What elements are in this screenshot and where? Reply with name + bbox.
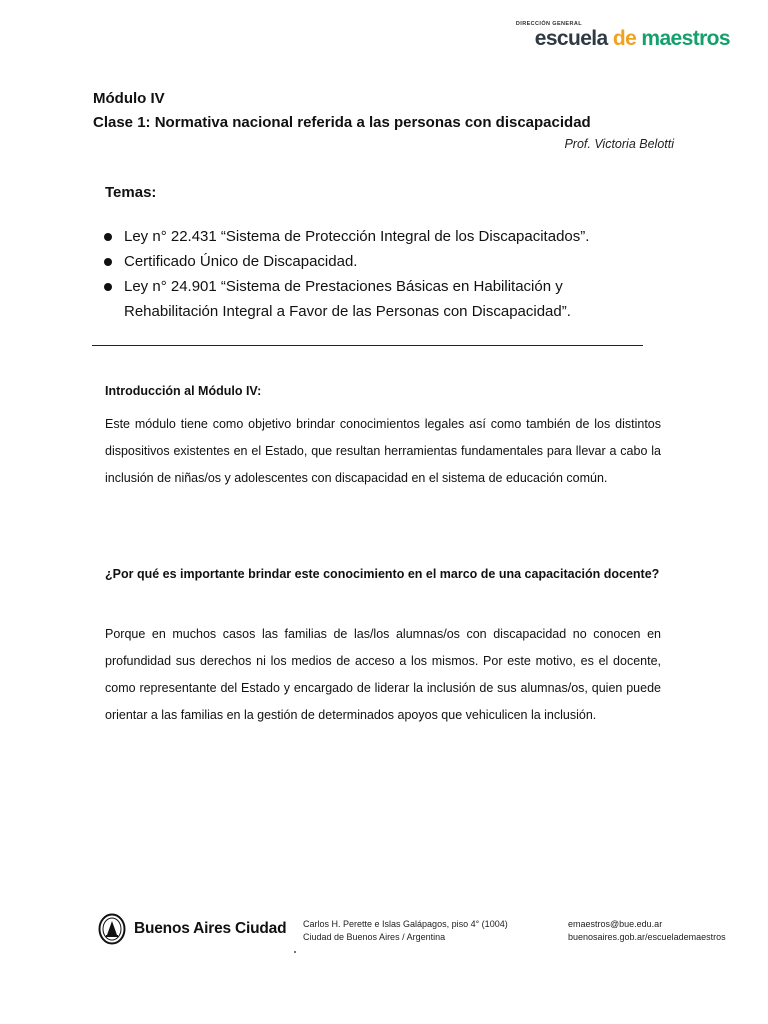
temas-item-text: Certificado Único de Discapacidad. [124,253,358,270]
logo-wordmark [535,27,730,50]
org-name: Buenos Aires Ciudad [134,920,287,937]
question-paragraph: Porque en muchos casos las familias de las/los alumnas/os con discapacidad no conocen en profundidad sus derechos ni los medios de acceso a los mismos. Por este motivo, es el docente, como representante del Estado y encargado de liderar la inclusión de sus alumnas/os, quien puede orientar a las familias en la gestión de determinados apoyos que vehiculicen la inclusión. [105,627,661,722]
footer-logo [98,913,286,945]
escuela-de-maestros-logo [516,22,730,49]
contact-website[interactable]: buenosaires.gob.ar/escuelademaestros [568,931,726,942]
bullet-icon [104,283,112,291]
logo-word-maestros: maestros [636,26,730,50]
footer-dot [294,951,296,953]
temas-item-text: Ley n° 22.431 “Sistema de Protección Integral de los Discapacitados”. [124,228,590,245]
footer-contact [568,918,726,943]
temas-item [100,249,660,274]
logo-word-escuela: escuela [534,26,608,50]
module-title: Módulo IV [93,90,165,107]
city-seal-icon [98,913,126,945]
section-divider [92,345,643,346]
intro-paragraph: Este módulo tiene como objetivo brindar conocimientos legales así como también de los distintos dispositivos existentes en el Estado, que resultan herramientas fundamentales para llevar a cabo la inclusión de niñas/os y adolescentes con discapacidad en el sistema de educación común. [105,417,661,485]
bullet-icon [104,258,112,266]
logo-word-de: de [607,26,637,50]
bullet-icon [104,233,112,241]
temas-item [100,224,660,249]
address-line-1: Carlos H. Perette e Islas Galápagos, piso 4° (1004) [303,919,508,929]
temas-item-text: Ley n° 24.901 “Sistema de Prestaciones Básicas en Habilitación y Rehabilitación Integral a Favor de las Personas con Discapacidad”. [124,278,571,320]
temas-item [100,274,660,324]
class-title: Clase 1: Normativa nacional referida a las personas con discapacidad [93,114,591,131]
logo-superscript: DIRECCIÓN GENERAL [515,21,582,27]
address-line-2: Ciudad de Buenos Aires / Argentina [303,931,446,942]
question-heading: ¿Por qué es importante brindar este conocimiento en el marco de una capacitación docente? [105,567,660,581]
author: Prof. Victoria Belotti [564,137,674,151]
temas-list [100,224,660,324]
temas-heading: Temas: [105,184,157,201]
footer-address [303,918,508,943]
intro-heading: Introducción al Módulo IV: [105,384,262,398]
contact-email[interactable]: emaestros@bue.edu.ar [568,919,663,929]
